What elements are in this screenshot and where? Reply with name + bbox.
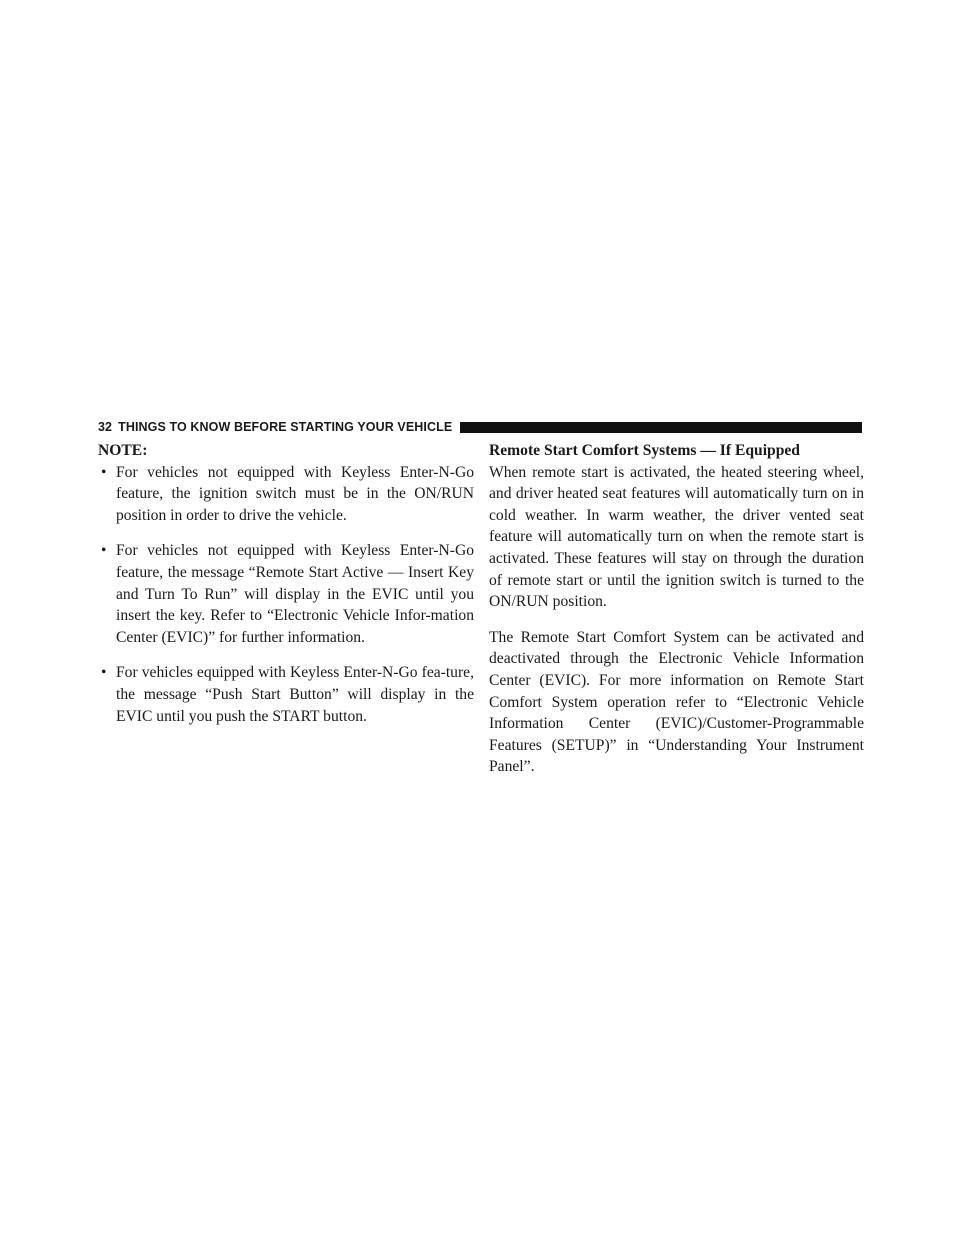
note-bullet-text: For vehicles not equipped with Keyless Enter-N-Go feature, the ignition switch must be in the ON/RUN position in order to drive the vehicle.: [116, 463, 474, 524]
note-bullet-list: [98, 462, 474, 728]
note-bullet: [98, 462, 474, 527]
left-column: [98, 440, 474, 741]
body-paragraph: The Remote Start Comfort System can be activated and deactivated through the Electronic Vehicle Information Center (EVIC). For more information on Remote Start Comfort System operation refer to “Electronic Vehicle Information Center (EVIC)/Customer-Programmable Features (SETUP)” in “Understanding Your Instrument Panel”.: [489, 628, 864, 776]
bullet-dot: •: [101, 542, 107, 560]
note-bullet-text: For vehicles not equipped with Keyless Enter-N-Go feature, the message “Remote Start Active — Insert Key and Turn To Run” will display in the EVIC until you insert the key. Refer to “Electronic Vehicle Infor-mation Center (EVIC)” for further information.: [116, 542, 474, 646]
note-label: NOTE:: [98, 442, 148, 459]
chapter-title: THINGS TO KNOW BEFORE STARTING YOUR VEHICLE: [118, 420, 453, 434]
page-header: [98, 417, 862, 437]
bullet-dot: •: [101, 664, 107, 682]
page-number: 32: [98, 420, 113, 434]
note-bullet: [98, 662, 474, 727]
note-bullet-text: For vehicles equipped with Keyless Enter-N-Go fea-ture, the message “Push Start Button” will display in the EVIC until you push the START button.: [116, 664, 474, 725]
section-title: Remote Start Comfort Systems — If Equipped: [489, 442, 800, 459]
header-rule: [460, 422, 862, 433]
note-bullet: [98, 540, 474, 648]
bullet-dot: •: [101, 463, 107, 481]
body-paragraph: When remote start is activated, the heated steering wheel, and driver heated seat features will automatically turn on in cold weather. In warm weather, the driver vented seat feature will automatically turn on when the remote start is activated. These features will stay on through the duration of remote start or until the ignition switch is turned to the ON/RUN position.: [489, 463, 864, 611]
right-column: [489, 440, 864, 792]
